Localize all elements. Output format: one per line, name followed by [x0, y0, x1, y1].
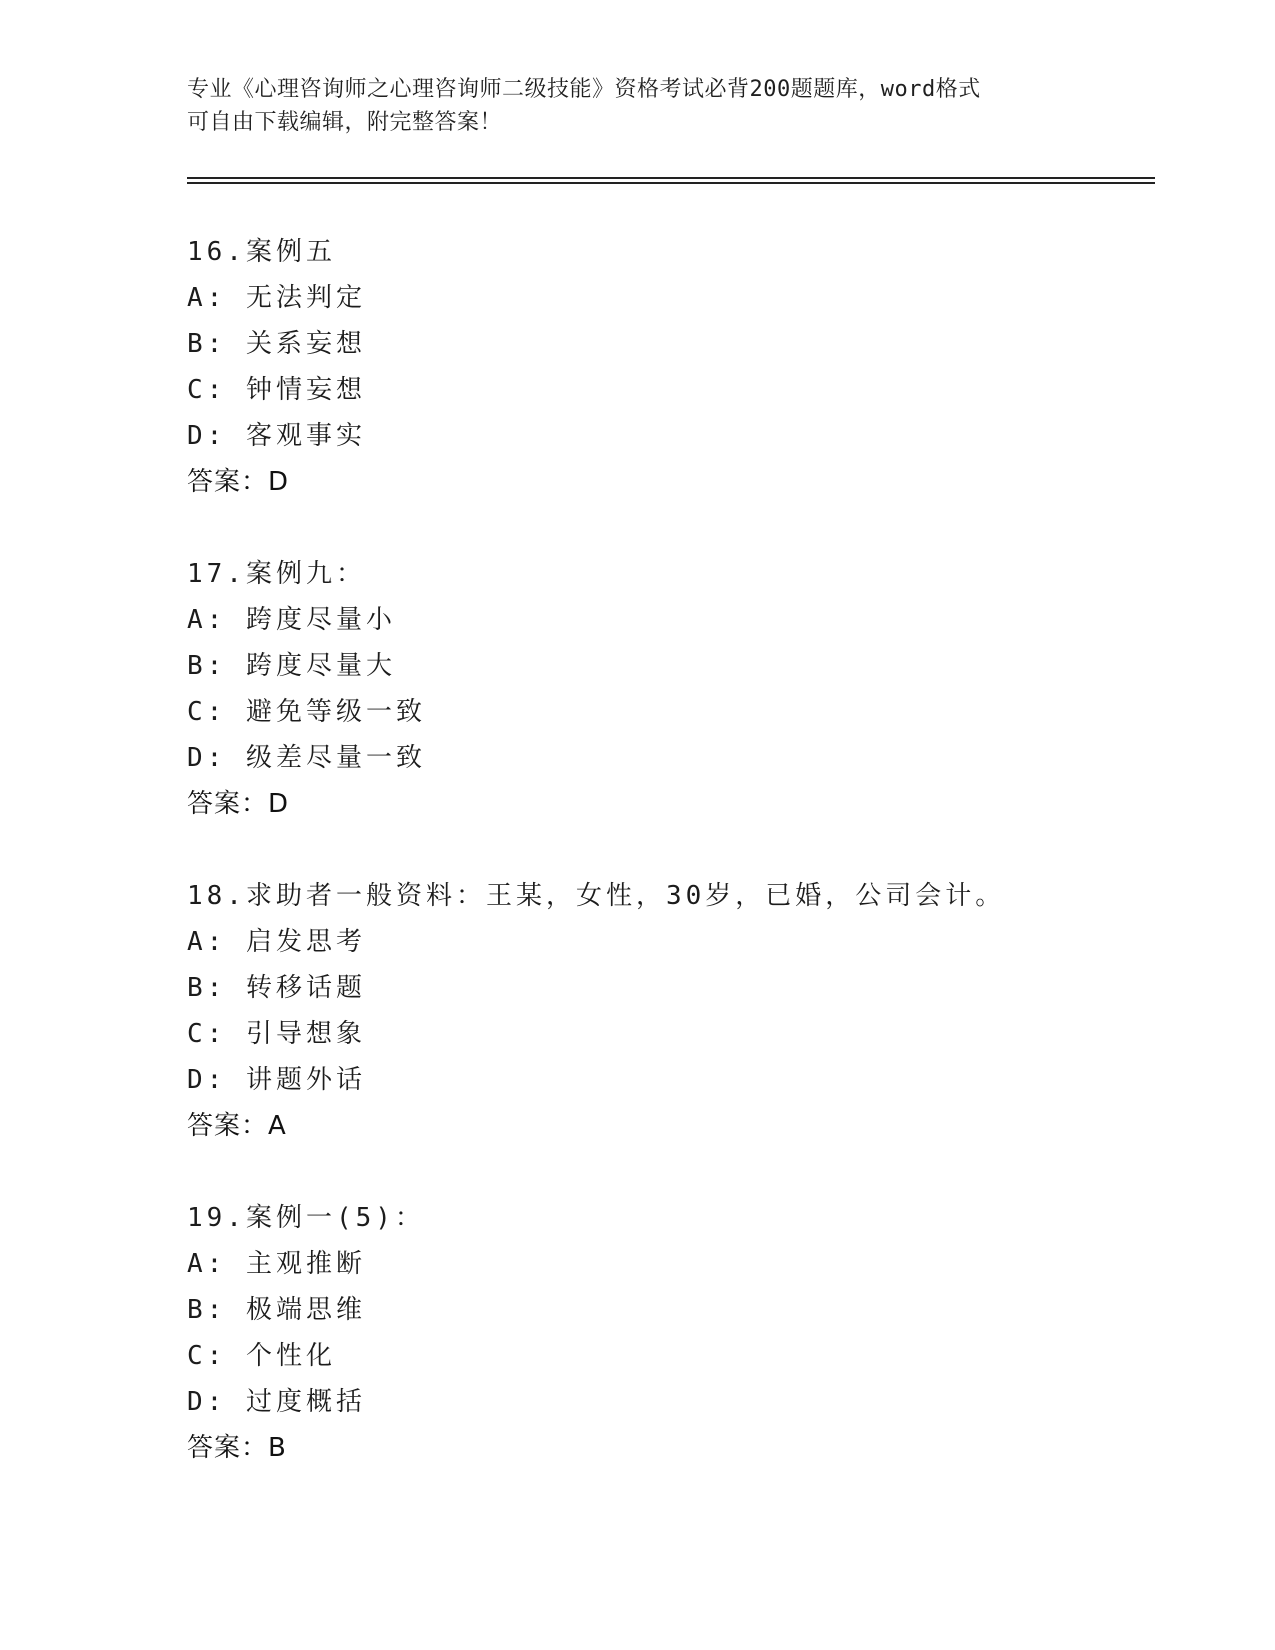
option-b: B: 转移话题 [187, 973, 366, 1003]
option-b: B: 跨度尽量大 [187, 651, 396, 681]
option-d: D: 讲题外话 [187, 1065, 366, 1095]
question-stem: 17.案例九： [187, 559, 366, 589]
option-a: A: 启发思考 [187, 927, 366, 957]
option-d: D: 客观事实 [187, 421, 366, 451]
question-19 [187, 1195, 1187, 1471]
header-divider-bottom [187, 182, 1155, 184]
option-b: B: 极端思维 [187, 1295, 366, 1325]
option-c: C: 个性化 [187, 1341, 336, 1371]
question-17 [187, 551, 1187, 827]
question-18 [187, 873, 1187, 1149]
option-c: C: 引导想象 [187, 1019, 366, 1049]
question-stem: 19.案例一(5)： [187, 1203, 425, 1233]
answer: 答案：D [187, 467, 290, 497]
option-d: D: 过度概括 [187, 1387, 366, 1417]
answer: 答案：B [187, 1433, 287, 1463]
document-header [187, 73, 1067, 139]
answer: 答案：D [187, 789, 290, 819]
question-stem: 18.求助者一般资料：王某，女性，30岁，已婚，公司会计。 [187, 881, 1006, 911]
question-stem: 16.案例五 [187, 237, 336, 267]
header-line-2: 可自由下载编辑，附完整答案！ [187, 110, 503, 135]
option-a: A: 主观推断 [187, 1249, 366, 1279]
question-16 [187, 229, 1187, 505]
option-c: C: 避免等级一致 [187, 697, 426, 727]
option-b: B: 关系妄想 [187, 329, 366, 359]
answer: 答案：A [187, 1111, 287, 1141]
header-divider-top [187, 177, 1155, 179]
option-a: A: 跨度尽量小 [187, 605, 396, 635]
option-a: A: 无法判定 [187, 283, 366, 313]
option-c: C: 钟情妄想 [187, 375, 366, 405]
option-d: D: 级差尽量一致 [187, 743, 426, 773]
header-line-1: 专业《心理咨询师之心理咨询师二级技能》资格考试必背200题题库，word格式 [187, 77, 981, 102]
